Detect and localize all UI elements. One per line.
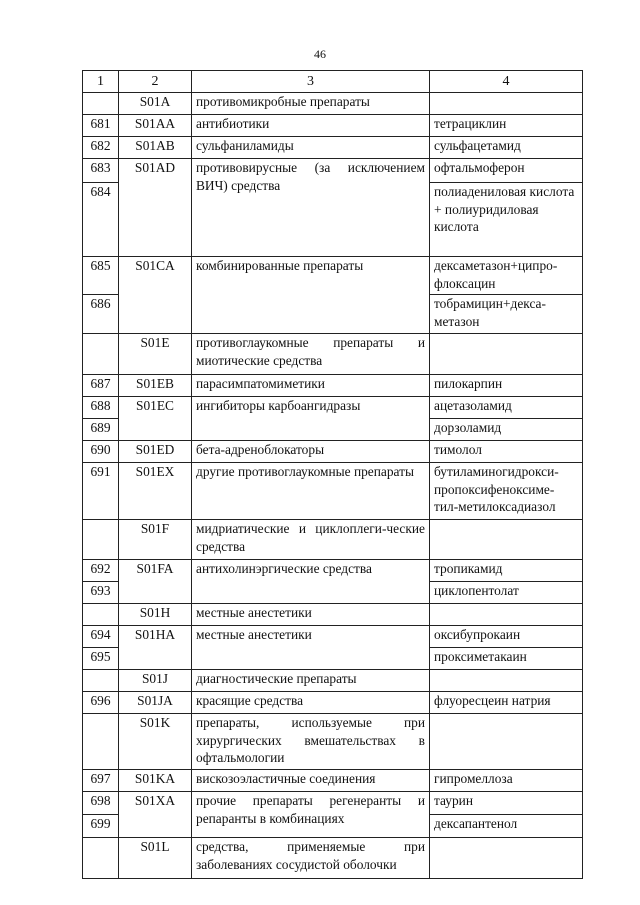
drug-name: таурин bbox=[430, 792, 582, 815]
row-number: 691 bbox=[90, 464, 111, 479]
atc-code: S01KA bbox=[119, 770, 192, 792]
header-col-2: 2 bbox=[119, 71, 192, 93]
group-description: прочие препараты регенеранты и репаранты в комбинациях bbox=[192, 792, 430, 838]
drug-name-cell bbox=[430, 670, 583, 692]
atc-code: S01J bbox=[119, 670, 192, 692]
row-number: 694 bbox=[83, 626, 118, 648]
table-row bbox=[83, 334, 583, 375]
drug-name bbox=[430, 604, 582, 625]
row-number-cell bbox=[83, 604, 119, 626]
drug-name-cell bbox=[430, 770, 583, 792]
row-number-cell bbox=[83, 692, 119, 714]
drug-name: тропикамид bbox=[430, 560, 582, 582]
group-description: мидриатические и циклоплеги-ческие средства bbox=[192, 520, 430, 560]
table-row bbox=[83, 626, 583, 670]
table-row bbox=[83, 93, 583, 115]
drug-name-cell bbox=[430, 714, 583, 770]
atc-code: S01A bbox=[119, 93, 192, 115]
row-number-cell bbox=[83, 397, 119, 441]
group-description: красящие средства bbox=[192, 692, 430, 714]
row-number: 697 bbox=[90, 771, 111, 786]
table-row bbox=[83, 520, 583, 560]
drug-name: сульфацетамид bbox=[434, 138, 521, 153]
group-description: противоглаукомные препараты и миотические средства bbox=[192, 334, 430, 375]
drug-name-cell bbox=[430, 560, 583, 604]
drug-name: гипромеллоза bbox=[434, 771, 513, 786]
atc-code: S01E bbox=[119, 334, 192, 375]
row-number bbox=[83, 604, 118, 625]
atc-code: S01AA bbox=[119, 115, 192, 137]
table-row bbox=[83, 560, 583, 604]
group-description: ингибиторы карбоангидразы bbox=[192, 397, 430, 441]
drug-name-cell bbox=[430, 137, 583, 159]
atc-code: S01EC bbox=[119, 397, 192, 441]
group-description: диагностические препараты bbox=[192, 670, 430, 692]
group-description: сульфаниламиды bbox=[192, 137, 430, 159]
drug-name bbox=[430, 93, 582, 114]
group-description: средства, применяемые при заболеваниях сосудистой оболочки bbox=[192, 838, 430, 879]
drug-name-cell bbox=[430, 93, 583, 115]
drug-name-cell bbox=[430, 159, 583, 257]
table-row bbox=[83, 692, 583, 714]
drug-name-cell bbox=[430, 257, 583, 334]
atc-code: S01EB bbox=[119, 375, 192, 397]
row-number: 698 bbox=[83, 792, 118, 815]
drug-name bbox=[430, 838, 582, 878]
group-description: парасимпатомиметики bbox=[192, 375, 430, 397]
group-description: вискозоэластичные соединения bbox=[192, 770, 430, 792]
group-description: бета-адреноблокаторы bbox=[192, 441, 430, 463]
atc-code: S01ED bbox=[119, 441, 192, 463]
atc-code: S01EX bbox=[119, 463, 192, 520]
table-row bbox=[83, 463, 583, 520]
table-row bbox=[83, 770, 583, 792]
drug-name-cell bbox=[430, 463, 583, 520]
atc-code: S01F bbox=[119, 520, 192, 560]
drug-name-cell bbox=[430, 375, 583, 397]
row-number-cell bbox=[83, 770, 119, 792]
group-description: комбинированные препараты bbox=[192, 257, 430, 334]
row-number: 684 bbox=[90, 184, 111, 199]
table-row bbox=[83, 397, 583, 441]
drug-name-cell bbox=[430, 838, 583, 879]
row-number-cell bbox=[83, 159, 119, 257]
header-col-3: 3 bbox=[192, 71, 430, 93]
table-row bbox=[83, 159, 583, 257]
row-number-cell bbox=[83, 137, 119, 159]
table-row bbox=[83, 115, 583, 137]
atc-code: S01AD bbox=[119, 159, 192, 257]
drug-name: тимолол bbox=[434, 442, 482, 457]
table-row bbox=[83, 257, 583, 334]
table-row bbox=[83, 137, 583, 159]
row-number: 687 bbox=[90, 376, 111, 391]
row-number-cell bbox=[83, 463, 119, 520]
drug-name: дорзоламид bbox=[434, 420, 502, 435]
row-number-cell bbox=[83, 375, 119, 397]
row-number-cell bbox=[83, 115, 119, 137]
drug-name-cell bbox=[430, 520, 583, 560]
drug-name-cell bbox=[430, 604, 583, 626]
row-number bbox=[83, 670, 118, 691]
drug-name: флуоресцеин натрия bbox=[434, 693, 551, 708]
drug-name bbox=[430, 714, 582, 769]
table-row bbox=[83, 838, 583, 879]
row-number: 699 bbox=[90, 816, 111, 831]
row-number: 683 bbox=[83, 159, 118, 183]
row-number: 692 bbox=[83, 560, 118, 582]
row-number bbox=[83, 520, 118, 559]
drug-name: проксиметакаин bbox=[434, 649, 527, 664]
drug-name-cell bbox=[430, 626, 583, 670]
row-number: 693 bbox=[90, 583, 111, 598]
drug-name: бутиламиногидрокси-пропоксифеноксиме-тил-метилоксадиазол bbox=[434, 464, 559, 514]
row-number-cell bbox=[83, 520, 119, 560]
drug-name: тобрамицин+декса-метазон bbox=[434, 296, 546, 329]
atc-code: S01FA bbox=[119, 560, 192, 604]
row-number-cell bbox=[83, 792, 119, 838]
table-header-row bbox=[83, 71, 583, 93]
row-number: 681 bbox=[90, 116, 111, 131]
row-number-cell bbox=[83, 670, 119, 692]
drug-name: полиадениловая кислота + полиуридиловая кислота bbox=[434, 184, 575, 234]
row-number-cell bbox=[83, 714, 119, 770]
drug-name bbox=[430, 334, 582, 374]
row-number-cell bbox=[83, 93, 119, 115]
group-description: антихолинэргические средства bbox=[192, 560, 430, 604]
atc-code: S01JA bbox=[119, 692, 192, 714]
row-number: 685 bbox=[83, 257, 118, 295]
group-description: местные анестетики bbox=[192, 604, 430, 626]
drug-name: дексаметазон+ципро-флоксацин bbox=[430, 257, 582, 295]
drug-name-cell bbox=[430, 792, 583, 838]
atc-code: S01CA bbox=[119, 257, 192, 334]
row-number: 696 bbox=[90, 693, 111, 708]
group-description: местные анестетики bbox=[192, 626, 430, 670]
drug-name-cell bbox=[430, 441, 583, 463]
row-number-cell bbox=[83, 838, 119, 879]
atc-code: S01XA bbox=[119, 792, 192, 838]
drug-name bbox=[430, 520, 582, 559]
page-number: 46 bbox=[314, 47, 326, 61]
row-number: 690 bbox=[90, 442, 111, 457]
group-description: препараты, используемые при хирургических вмешательствах в офтальмологии bbox=[192, 714, 430, 770]
drug-name-cell bbox=[430, 692, 583, 714]
atc-code: S01K bbox=[119, 714, 192, 770]
drug-name: циклопентолат bbox=[434, 583, 519, 598]
row-number bbox=[83, 334, 118, 374]
atc-code: S01AB bbox=[119, 137, 192, 159]
row-number: 682 bbox=[90, 138, 111, 153]
header-col-1: 1 bbox=[83, 71, 119, 93]
table-row bbox=[83, 714, 583, 770]
table-row bbox=[83, 441, 583, 463]
table-body bbox=[83, 93, 583, 879]
row-number: 695 bbox=[90, 649, 111, 664]
atc-code: S01HA bbox=[119, 626, 192, 670]
table-row bbox=[83, 604, 583, 626]
drug-name: оксибупрокаин bbox=[430, 626, 582, 648]
row-number-cell bbox=[83, 441, 119, 463]
table-row bbox=[83, 670, 583, 692]
row-number bbox=[83, 838, 118, 878]
header-col-4: 4 bbox=[430, 71, 583, 93]
row-number: 688 bbox=[83, 397, 118, 419]
group-description: противовирусные (за исключением ВИЧ) средства bbox=[192, 159, 430, 257]
drug-name bbox=[430, 670, 582, 691]
drug-name: ацетазоламид bbox=[430, 397, 582, 419]
row-number bbox=[83, 714, 118, 769]
atc-code: S01H bbox=[119, 604, 192, 626]
table-row bbox=[83, 792, 583, 838]
drug-name-cell bbox=[430, 334, 583, 375]
row-number: 686 bbox=[90, 296, 111, 311]
row-number: 689 bbox=[90, 420, 111, 435]
drug-name: офтальмоферон bbox=[430, 159, 582, 183]
table-row bbox=[83, 375, 583, 397]
row-number-cell bbox=[83, 334, 119, 375]
atc-code: S01L bbox=[119, 838, 192, 879]
group-description: другие противоглаукомные препараты bbox=[192, 463, 430, 520]
group-description: противомикробные препараты bbox=[192, 93, 430, 115]
row-number-cell bbox=[83, 626, 119, 670]
row-number bbox=[83, 93, 118, 114]
group-description: антибиотики bbox=[192, 115, 430, 137]
row-number-cell bbox=[83, 560, 119, 604]
row-number-cell bbox=[83, 257, 119, 334]
drug-classification-table bbox=[82, 70, 583, 879]
drug-name: дексапантенол bbox=[434, 816, 518, 831]
drug-name: тетрациклин bbox=[434, 116, 507, 131]
drug-name: пилокарпин bbox=[434, 376, 503, 391]
drug-name-cell bbox=[430, 115, 583, 137]
drug-name-cell bbox=[430, 397, 583, 441]
